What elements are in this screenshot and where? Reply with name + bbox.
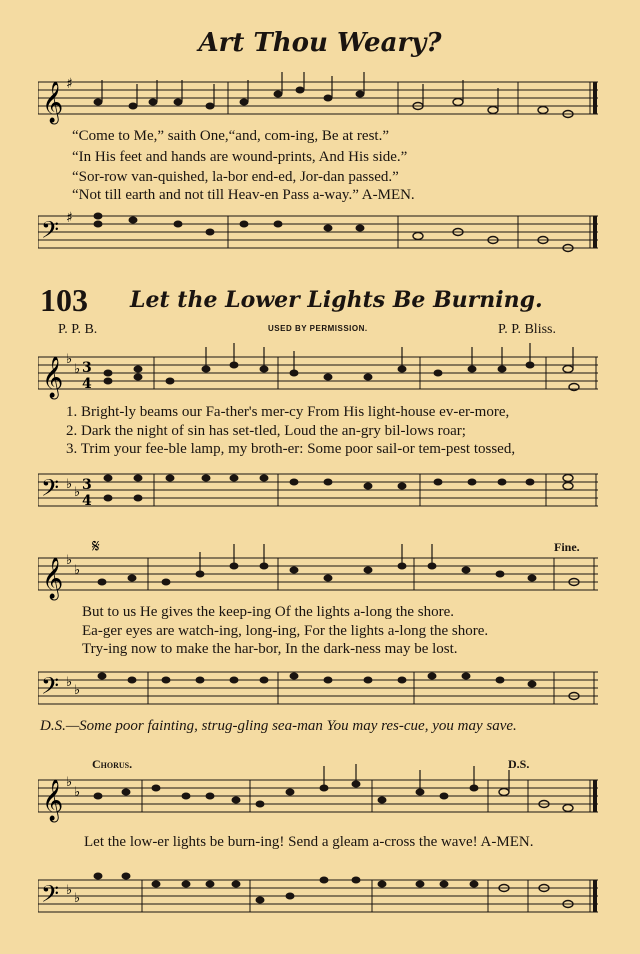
time-sig-top: 3 xyxy=(82,360,92,376)
svg-text:♭: ♭ xyxy=(66,352,73,367)
svg-text:♭: ♭ xyxy=(66,775,73,790)
svg-text:♭: ♭ xyxy=(74,683,81,698)
svg-text:𝄢: 𝄢 xyxy=(41,474,60,507)
svg-text:♭: ♭ xyxy=(74,891,81,906)
svg-text:𝄢: 𝄢 xyxy=(41,672,60,705)
svg-text:♭: ♭ xyxy=(66,675,73,690)
svg-text:𝄞: 𝄞 xyxy=(42,357,64,398)
system2-bass-staff xyxy=(38,664,600,720)
hymn1-verse-4: “Not till earth and not till Heav-en Pass a-way.” A-MEN. xyxy=(72,187,415,203)
lyricist-credit: P. P. B. xyxy=(58,322,98,337)
ds-instruction: D.S.—Some poor fainting, strug-gling sea-man You may res-cue, you may save. xyxy=(40,718,517,734)
segno-sign: 𝄋 xyxy=(92,536,100,557)
svg-text:♭: ♭ xyxy=(74,563,81,578)
svg-text:𝄞: 𝄞 xyxy=(42,780,64,821)
time-sig-bottom: 4 xyxy=(82,376,92,392)
hymn1-verse-3: “Sor-row van-quished, la-bor end-ed, Jor-dan passed.” xyxy=(72,169,399,185)
chorus-treble-staff xyxy=(38,764,600,826)
system1-bass-staff xyxy=(38,466,600,526)
system1-verse-3: 3. Trim your fee-ble lamp, my broth-er: Some poor sail-or tem-pest tossed, xyxy=(66,441,516,457)
svg-text:♭: ♭ xyxy=(74,785,81,800)
hymn2-title: Let the Lower Lights Be Burning. xyxy=(130,287,543,313)
system2-verse-3: Try-ing now to make the har-bor, In the dark-ness may be lost. xyxy=(82,641,458,657)
permission-note: USED BY PERMISSION. xyxy=(268,324,368,333)
system1-verse-2: 2. Dark the night of sin has set-tled, Loud the an-gry bil-lows roar; xyxy=(66,423,466,439)
composer-credit: P. P. Bliss. xyxy=(498,322,556,337)
svg-text:♭: ♭ xyxy=(74,362,81,377)
hymn-number: 103 xyxy=(40,282,88,318)
system2-treble-staff xyxy=(38,536,600,606)
hymn1-verse-1: “Come to Me,” saith One,“and, com-ing, Be at rest.” xyxy=(72,128,389,144)
system2-verse-2: Ea-ger eyes are watch-ing, long-ing, For the lights a-long the shore. xyxy=(82,623,489,639)
svg-text:3: 3 xyxy=(82,477,92,493)
svg-text:𝄢: 𝄢 xyxy=(41,880,60,913)
svg-text:♭: ♭ xyxy=(66,477,73,492)
system2-verse-1: But to us He gives the keep-ing Of the lights a-long the shore. xyxy=(82,604,455,620)
svg-text:♯: ♯ xyxy=(66,210,73,226)
chorus-lyric: Let the low-er lights be burn-ing! Send a gleam a-cross the wave! A-MEN. xyxy=(84,834,534,850)
fine-marking: Fine. xyxy=(554,540,580,554)
svg-text:𝄢: 𝄢 xyxy=(41,216,60,249)
svg-text:♭: ♭ xyxy=(66,553,73,568)
hymn1-title: Art Thou Weary? xyxy=(198,28,442,58)
svg-text:4: 4 xyxy=(82,493,92,509)
svg-text:𝄞: 𝄞 xyxy=(42,82,64,123)
system1-treble-staff xyxy=(38,343,600,403)
svg-text:♯: ♯ xyxy=(66,76,73,92)
hymn1-verse-2: “In His feet and hands are wound-prints, And His side.” xyxy=(72,149,408,165)
svg-text:♭: ♭ xyxy=(74,485,81,500)
hymn1-treble-staff xyxy=(38,72,600,132)
svg-text:𝄞: 𝄞 xyxy=(42,558,64,599)
svg-text:♭: ♭ xyxy=(66,883,73,898)
chorus-bass-staff xyxy=(38,872,600,932)
system1-verse-1: 1. Bright-ly beams our Fa-ther's mer-cy From His light-house ev-er-more, xyxy=(66,404,510,420)
chorus-label: Chorus. xyxy=(92,757,133,771)
ds-label: D.S. xyxy=(508,757,530,771)
hymn1-bass-staff xyxy=(38,208,600,268)
